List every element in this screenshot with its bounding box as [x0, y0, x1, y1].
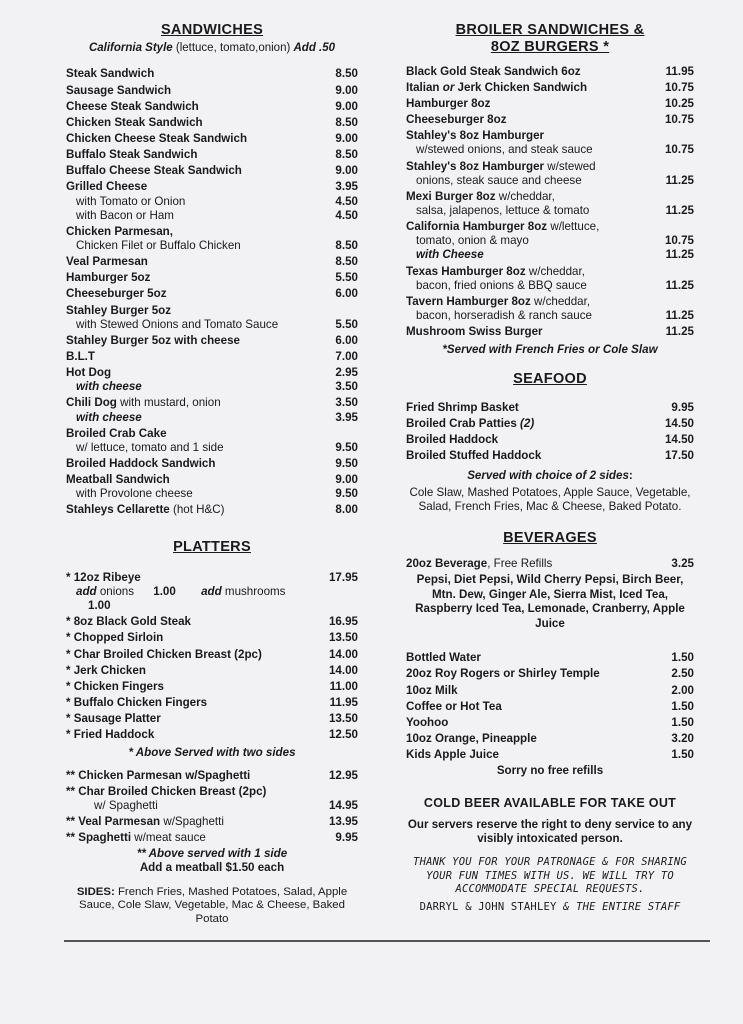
- menu-item: [406, 700, 694, 714]
- platters-note: * Above Served with two sides: [128, 746, 296, 760]
- menu-item: B.L.T 7.00: [66, 349, 358, 363]
- item-name: Coffee or Hot Tea: [406, 699, 502, 713]
- item-price: 3.20: [671, 732, 694, 745]
- sandwiches-list: [66, 67, 358, 517]
- item-name: * Chopped Sirloin: [66, 631, 164, 645]
- menu-item: California Hamburger 8oz w/lettuce, tomato, onion & mayo with Cheese 10.75 11.25: [406, 220, 694, 262]
- platters-heading: PLATTERS: [173, 539, 251, 556]
- menu-item: [66, 615, 358, 629]
- menu-item: [66, 67, 358, 81]
- menu-item: Broiled Stuffed Haddock 17.50: [406, 449, 694, 463]
- item-price: 6.00: [335, 287, 358, 301]
- menu-item: [66, 680, 358, 694]
- item-name: * 8oz Black Gold Steak: [66, 615, 192, 629]
- menu-item: ** Char Broiled Chicken Breast (2pc) w/ Spaghetti 14.95: [66, 784, 358, 812]
- item-name: Cheeseburger 5oz: [66, 287, 167, 301]
- item-price: 13.50: [328, 712, 358, 726]
- item-name: Chicken Cheese Steak Sandwich: [66, 131, 248, 145]
- item-price: 12.95: [328, 768, 358, 782]
- menu-item: [66, 255, 358, 269]
- item-price: 12.50: [328, 728, 358, 742]
- item-price: 14.00: [328, 647, 358, 661]
- item-name: Buffalo Cheese Steak Sandwich: [66, 164, 242, 178]
- servers-notice: Our servers reserve the right to deny service to any visibly intoxicated person.: [407, 817, 693, 845]
- item-price: 8.50: [335, 67, 358, 81]
- seafood-section: [406, 371, 694, 513]
- menu-item: Black Gold Steak Sandwich 6oz 11.95: [406, 64, 694, 78]
- menu-item: [66, 148, 358, 162]
- item-name: * Chicken Fingers: [66, 679, 164, 693]
- beverages-list: [406, 557, 694, 778]
- broiler-heading-line2: 8OZ BURGERS *: [490, 39, 610, 56]
- fountain-flavors: Pepsi, Diet Pepsi, Wild Cherry Pepsi, Birch Beer, Mtn. Dew, Ginger Ale, Sierra Mist, Iced Tea, Raspberry Iced Tea, Lemonade, Cranberry, Apple Juice: [415, 573, 685, 630]
- menu-item: Mushroom Swiss Burger 11.25: [406, 325, 694, 339]
- item-price: 11.95: [329, 696, 358, 709]
- menu-item: [66, 164, 358, 178]
- seafood-heading: SEAFOOD: [513, 371, 587, 388]
- broiler-list: [406, 65, 694, 358]
- menu-item: Stahleys Cellarette (hot H&C) 8.00: [66, 503, 358, 517]
- signature-line: DARRYL & JOHN STAHLEY & THE ENTIRE STAFF: [419, 900, 681, 913]
- menu-item: Chicken Parmesan, Chicken Filet or Buffalo Chicken 8.50: [66, 224, 358, 252]
- menu-item: Stahley Burger 5oz with Stewed Onions and Tomato Sauce 5.50: [66, 303, 358, 331]
- beverages-section: [406, 530, 694, 779]
- menu-item: [66, 631, 358, 645]
- menu-item: ** Veal Parmesan w/Spaghetti 13.95: [66, 814, 358, 828]
- menu-item: Chili Dog with mustard, onion with cheese 3.50 3.95: [66, 396, 358, 424]
- item-price: 9.00: [335, 131, 358, 145]
- item-price: 9.00: [335, 99, 358, 113]
- item-price: 11.00: [329, 679, 358, 693]
- menu-item: Stahley's 8oz Hamburger w/stewed onions, steak sauce and cheese 11.25: [406, 159, 694, 187]
- seafood-list: [406, 401, 694, 514]
- item-name: * Buffalo Chicken Fingers: [66, 696, 208, 709]
- menu-item: [66, 696, 358, 710]
- bottom-rule: [64, 940, 710, 942]
- menu-item: [406, 651, 694, 665]
- item-price: 5.50: [335, 271, 358, 285]
- menu-item: [66, 116, 358, 130]
- item-price: 1.50: [671, 651, 694, 665]
- item-name: Hamburger 5oz: [66, 271, 151, 285]
- menu-item: [406, 748, 694, 762]
- thank-you-message: THANK YOU FOR YOUR PATRONAGE & FOR SHARING YOUR FUN TIMES WITH US. WE WILL TRY TO ACCOMMODATE SPECIAL REQUESTS.: [413, 855, 687, 896]
- footer-section: [406, 796, 694, 914]
- item-name: 10oz Orange, Pineapple: [406, 732, 537, 745]
- item-name: Kids Apple Juice: [406, 748, 499, 762]
- menu-item: 20oz Beverage, Free Refills 3.25: [406, 557, 694, 571]
- item-name: ** Chicken Parmesan w/Spaghetti: [66, 768, 251, 782]
- beverages-heading: BEVERAGES: [503, 529, 597, 546]
- item-price: 14.00: [328, 663, 358, 677]
- menu-item: Stahley's 8oz Hamburger w/stewed onions, and steak sauce 10.75: [406, 129, 694, 157]
- refills-note: Sorry no free refills: [496, 764, 604, 778]
- menu-item: [66, 100, 358, 114]
- item-price: 9.00: [335, 83, 358, 97]
- menu-item: Hamburger 8oz 10.25: [406, 97, 694, 111]
- broiler-note: *Served with French Fries or Cole Slaw: [442, 343, 658, 357]
- item-price: 8.50: [335, 115, 358, 129]
- item-name: Bottled Water: [406, 651, 481, 665]
- menu-item: ** Spaghetti w/meat sauce 9.95: [66, 831, 358, 845]
- item-name: * Char Broiled Chicken Breast (2pc): [66, 647, 262, 661]
- menu-item: Fried Shrimp Basket 9.95: [406, 400, 694, 414]
- menu-item: [406, 684, 694, 698]
- menu-item: Mexi Burger 8oz w/cheddar, salsa, jalapenos, lettuce & tomato 11.25: [406, 189, 694, 218]
- broiler-heading-line1: BROILER SANDWICHES &: [455, 22, 645, 38]
- seafood-note: Served with choice of 2 sides:: [467, 469, 633, 483]
- meatball-note: Add a meatball $1.50 each: [139, 861, 285, 875]
- item-name: 20oz Roy Rogers or Shirley Temple: [406, 667, 600, 681]
- menu-item: Grilled Cheese with Tomato or Onion with Bacon or Ham 3.95 4.50 4.50: [66, 180, 358, 222]
- menu-item: [66, 769, 358, 783]
- cold-beer-banner: COLD BEER AVAILABLE FOR TAKE OUT: [423, 796, 677, 811]
- menu-item: * 12oz Ribeye add onions 1.00 add mushrooms 1.00 17.95: [66, 570, 358, 613]
- menu-item: [66, 271, 358, 285]
- menu-item: [66, 287, 358, 301]
- broiler-section: [406, 22, 694, 357]
- menu-item: [66, 132, 358, 146]
- menu-item: Meatball Sandwich with Provolone cheese 9.00 9.50: [66, 473, 358, 501]
- item-price: 9.00: [335, 164, 358, 178]
- platters-list: [66, 571, 358, 927]
- platters-section: [66, 539, 358, 927]
- item-name: * Sausage Platter: [66, 712, 161, 726]
- sides-list: SIDES: French Fries, Mashed Potatoes, Salad, Apple Sauce, Cole Slaw, Vegetable, Mac & Cheese, Baked Potato: [76, 885, 348, 926]
- menu-item: Broiled Crab Cake w/ lettuce, tomato and 1 side 9.50: [66, 426, 358, 454]
- item-name: Veal Parmesan: [66, 255, 148, 269]
- item-name: Chicken Steak Sandwich: [66, 115, 203, 129]
- menu-item: [66, 664, 358, 678]
- item-name: Cheese Steak Sandwich: [66, 99, 199, 113]
- item-name: Steak Sandwich: [66, 67, 155, 81]
- item-price: 2.50: [671, 667, 694, 681]
- item-price: 8.50: [335, 255, 358, 269]
- right-column: [406, 22, 694, 915]
- menu-item: Tavern Hamburger 8oz w/cheddar, bacon, horseradish & ranch sauce 11.25: [406, 294, 694, 323]
- item-name: Sausage Sandwich: [66, 83, 172, 97]
- item-price: 13.50: [328, 631, 358, 645]
- menu-item: [406, 732, 694, 746]
- menu-item: Texas Hamburger 8oz w/cheddar, bacon, fried onions & BBQ sauce 11.25: [406, 264, 694, 292]
- item-name: Buffalo Steak Sandwich: [66, 148, 198, 162]
- menu-item: Broiled Crab Patties (2) 14.50: [406, 416, 694, 430]
- menu-item: [406, 667, 694, 681]
- menu-item: [66, 712, 358, 726]
- menu-item: Hot Dog with cheese 2.95 3.50: [66, 366, 358, 394]
- menu-item: [66, 648, 358, 662]
- item-price: 1.50: [671, 748, 694, 762]
- sandwiches-heading: SANDWICHES: [160, 22, 264, 38]
- sandwiches-section: [66, 22, 358, 517]
- item-price: 8.50: [335, 148, 358, 162]
- item-price: 16.95: [328, 615, 358, 629]
- menu-item: Broiled Haddock Sandwich 9.50: [66, 456, 358, 470]
- menu-item: Italian or Jerk Chicken Sandwich 10.75: [406, 80, 694, 94]
- menu-item: Stahley Burger 5oz with cheese 6.00: [66, 333, 358, 347]
- platters-note-2: ** Above served with 1 side: [136, 847, 288, 861]
- menu-item: Cheeseburger 8oz 10.75: [406, 113, 694, 127]
- sandwiches-subtitle: California Style (lettuce, tomato,onion) Add .50: [88, 42, 336, 55]
- item-name: * Fried Haddock: [66, 728, 155, 742]
- item-name: 10oz Milk: [406, 683, 458, 697]
- item-price: 1.50: [671, 699, 694, 713]
- item-name: Yoohoo: [406, 715, 449, 729]
- item-price: 2.00: [671, 683, 694, 697]
- menu-item: [406, 716, 694, 730]
- seafood-sides: Cole Slaw, Mashed Potatoes, Apple Sauce, Vegetable, Salad, French Fries, Mac & Cheese, Baked Potato.: [409, 485, 691, 513]
- menu-item: [66, 84, 358, 98]
- item-name: * Jerk Chicken: [66, 663, 146, 677]
- left-column: [66, 22, 358, 927]
- menu-item: [66, 728, 358, 742]
- menu-item: Broiled Haddock 14.50: [406, 433, 694, 447]
- item-price: 1.50: [671, 715, 694, 729]
